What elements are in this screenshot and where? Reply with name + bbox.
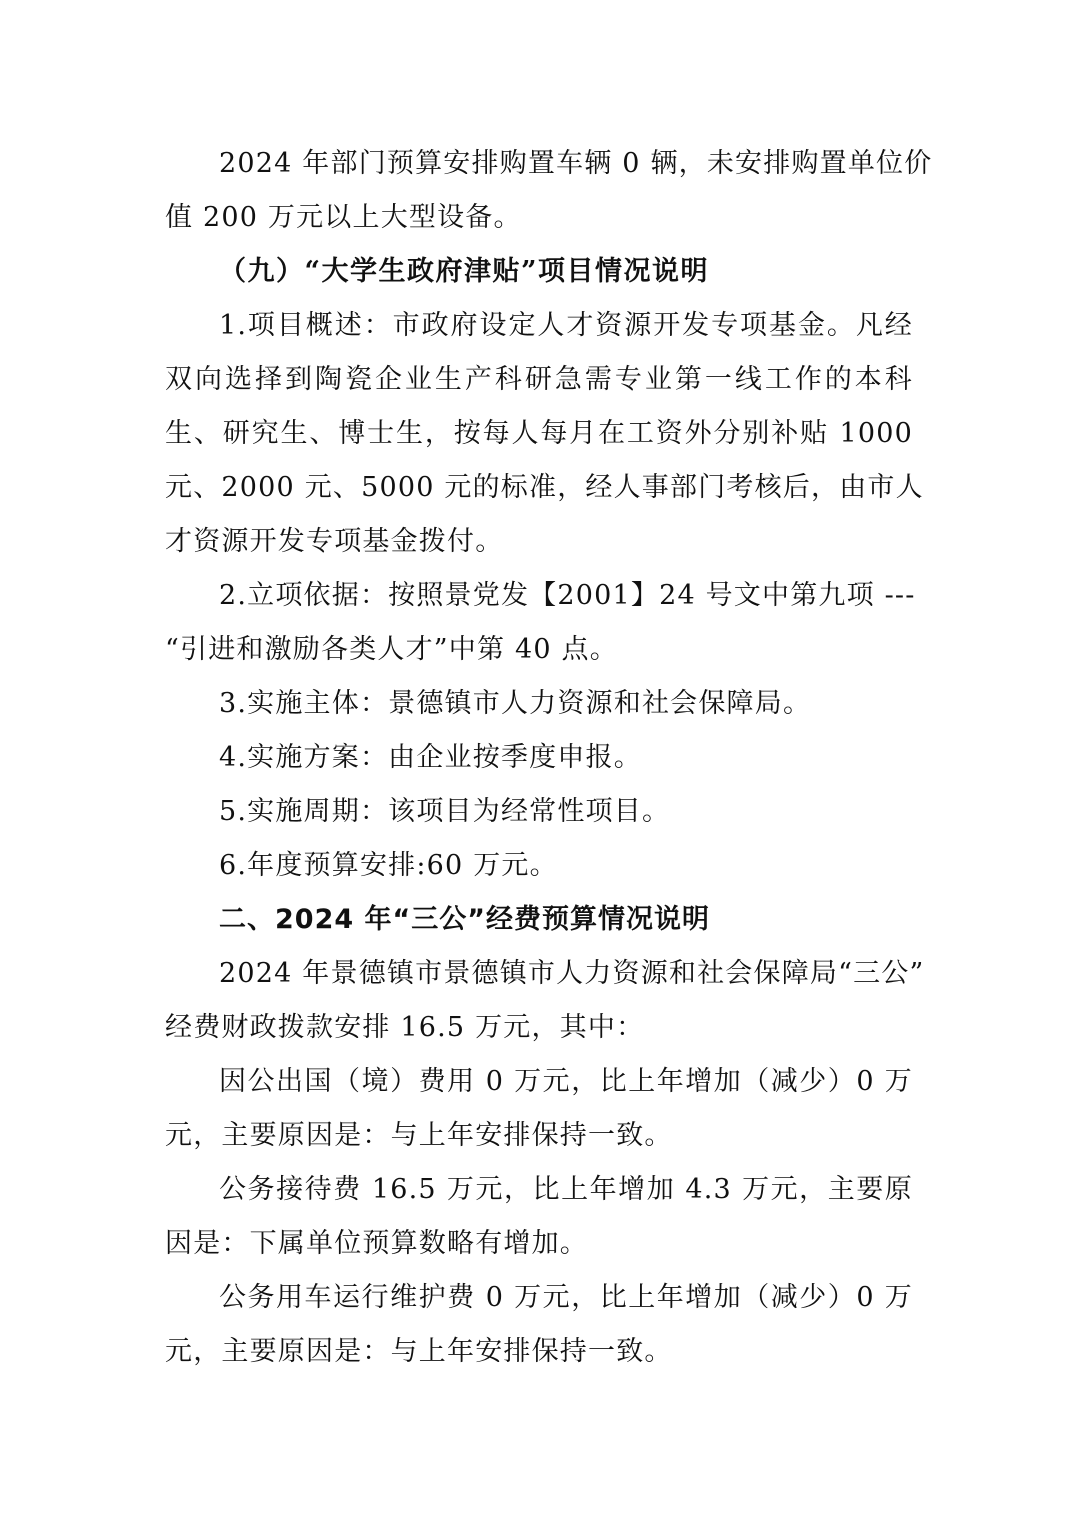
reception-line-2: 因是：下属单位预算数略有增加。 [165,1228,588,1259]
item-5: 5.实施周期：该项目为经常性项目。 [219,796,671,827]
three-public-intro-line-2: 经费财政拨款安排 16.5 万元，其中： [165,1012,645,1043]
item-2-line-1: 2.立项依据：按照景党发【2001】24 号文中第九项 --- [219,580,916,611]
item-1-line-1: 1.项目概述：市政府设定人才资源开发专项基金。凡经 [219,310,913,341]
item-3: 3.实施主体：景德镇市人力资源和社会保障局。 [219,688,812,719]
item-1-line-2: 双向选择到陶瓷企业生产科研急需专业第一线工作的本科 [165,364,913,395]
section-heading-subsidy: （九）“大学生政府津贴”项目情况说明 [219,256,710,287]
vehicle-maintenance-line-2: 元，主要原因是：与上年安排保持一致。 [165,1336,673,1367]
overseas-line-2: 元，主要原因是：与上年安排保持一致。 [165,1120,673,1151]
item-2-line-2: “引进和激励各类人才”中第 40 点。 [165,634,618,665]
paragraph-vehicles-line-2: 值 200 万元以上大型设备。 [165,202,522,233]
item-1-line-4: 元、2000 元、5000 元的标准，经人事部门考核后，由市人 [165,472,924,503]
item-1-line-5: 才资源开发专项基金拨付。 [165,526,504,557]
item-1-line-3: 生、研究生、博士生，按每人每月在工资外分别补贴 1000 [165,418,913,449]
three-public-intro-line-1: 2024 年景德镇市景德镇市人力资源和社会保障局“三公” [219,958,925,989]
overseas-line-1: 因公出国（境）费用 0 万元，比上年增加（减少）0 万 [219,1066,913,1097]
item-6: 6.年度预算安排:60 万元。 [219,850,558,881]
reception-line-1: 公务接待费 16.5 万元，比上年增加 4.3 万元，主要原 [219,1174,913,1205]
item-4: 4.实施方案：由企业按季度申报。 [219,742,642,773]
section-heading-three-public: 二、2024 年“三公”经费预算情况说明 [219,904,711,935]
vehicle-maintenance-line-1: 公务用车运行维护费 0 万元，比上年增加（减少）0 万 [219,1282,913,1313]
paragraph-vehicles-line-1: 2024 年部门预算安排购置车辆 0 辆，未安排购置单位价 [219,148,933,179]
